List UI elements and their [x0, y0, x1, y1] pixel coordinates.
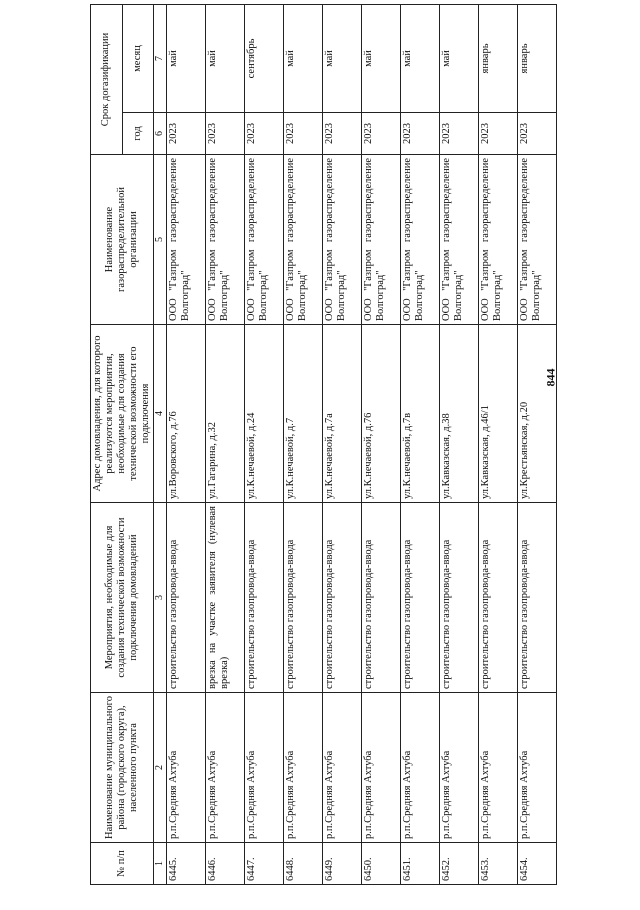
column-number: 3 [154, 503, 167, 693]
row-address: ул.Гагарина, д.32 [205, 325, 244, 503]
table-row [478, 4, 517, 884]
row-locality: р.п.Средняя Ахтуба [361, 693, 400, 843]
row-month: сентябрь [244, 4, 283, 112]
row-org: ООО "Газпром газораспределение Волгоград" [361, 155, 400, 325]
row-org: ООО "Газпром газораспределение Волгоград" [322, 155, 361, 325]
row-year: 2023 [322, 113, 361, 155]
row-number: 6454. [517, 843, 556, 885]
header-month: месяц [122, 4, 154, 112]
row-month: май [322, 4, 361, 112]
row-number: 6448. [283, 843, 322, 885]
row-number: 6452. [439, 843, 478, 885]
row-measure: строительство газопровода-ввода [517, 503, 556, 693]
table-row [517, 4, 556, 884]
header-measure: Мероприятия, необходимые для создания технической возможности подключения домовладений [91, 503, 154, 693]
row-locality: р.п.Средняя Ахтуба [166, 693, 205, 843]
row-org: ООО "Газпром газораспределение Волгоград" [517, 155, 556, 325]
column-number: 2 [154, 693, 167, 843]
row-org: ООО "Газпром газораспределение Волгоград" [400, 155, 439, 325]
row-org: ООО "Газпром газораспределение Волгоград" [439, 155, 478, 325]
row-measure: строительство газопровода-ввода [400, 503, 439, 693]
row-locality: р.п.Средняя Ахтуба [283, 693, 322, 843]
row-number: 6447. [244, 843, 283, 885]
row-locality: р.п.Средняя Ахтуба [400, 693, 439, 843]
row-locality: р.п.Средняя Ахтуба [322, 693, 361, 843]
row-address: ул.К.нечаевой, д.7а [322, 325, 361, 503]
table-row [244, 4, 283, 884]
row-measure: строительство газопровода-ввода [322, 503, 361, 693]
row-month: май [361, 4, 400, 112]
row-address: ул.К.нечаевой, д.76 [361, 325, 400, 503]
row-measure: строительство газопровода-ввода [478, 503, 517, 693]
row-locality: р.п.Средняя Ахтуба [517, 693, 556, 843]
gasification-table [90, 4, 557, 885]
row-address: ул.К.нечаевой, д.7в [400, 325, 439, 503]
row-org: ООО "Газпром газораспределение Волгоград" [283, 155, 322, 325]
row-measure: строительство газопровода-ввода [166, 503, 205, 693]
row-month: январь [478, 4, 517, 112]
row-month: май [166, 4, 205, 112]
row-year: 2023 [283, 113, 322, 155]
row-measure: врезка на участке заявителя (нулевая врезка) [205, 503, 244, 693]
table-row [283, 4, 322, 884]
row-measure: строительство газопровода-ввода [244, 503, 283, 693]
row-locality: р.п.Средняя Ахтуба [439, 693, 478, 843]
row-locality: р.п.Средняя Ахтуба [478, 693, 517, 843]
row-year: 2023 [205, 113, 244, 155]
row-org: ООО "Газпром газораспределение Волгоград" [478, 155, 517, 325]
row-month: май [205, 4, 244, 112]
header-num: № п/п [91, 843, 154, 885]
row-address: ул.Кавказская, д.46/1 [478, 325, 517, 503]
row-year: 2023 [400, 113, 439, 155]
row-measure: строительство газопровода-ввода [283, 503, 322, 693]
header-locality: Наименование муниципального района (городского округа), населенного пункта [91, 693, 154, 843]
row-month: январь [517, 4, 556, 112]
header-address: Адрес домовладения, для которого реализуются мероприятия, необходимые для создания технической возможности его подключения [91, 325, 154, 503]
row-year: 2023 [166, 113, 205, 155]
row-number: 6453. [478, 843, 517, 885]
row-address: ул.Воровского, д.76 [166, 325, 205, 503]
row-year: 2023 [244, 113, 283, 155]
table-row [322, 4, 361, 884]
row-number: 6445. [166, 843, 205, 885]
rotated-table-container [90, 5, 550, 885]
page-number: 844 [543, 368, 558, 387]
column-number: 7 [154, 4, 167, 112]
row-number: 6450. [361, 843, 400, 885]
row-number: 6449. [322, 843, 361, 885]
row-measure: строительство газопровода-ввода [439, 503, 478, 693]
row-measure: строительство газопровода-ввода [361, 503, 400, 693]
row-year: 2023 [478, 113, 517, 155]
header-year: год [122, 113, 154, 155]
row-year: 2023 [439, 113, 478, 155]
header-deadline: Срок догазификации [91, 4, 123, 154]
row-org: ООО "Газпром газораспределение Волгоград" [244, 155, 283, 325]
row-month: май [400, 4, 439, 112]
table-row [439, 4, 478, 884]
row-locality: р.п.Средняя Ахтуба [205, 693, 244, 843]
row-year: 2023 [517, 113, 556, 155]
column-number: 4 [154, 325, 167, 503]
table-row [166, 4, 205, 884]
row-address: ул.К.нечаевой, д.24 [244, 325, 283, 503]
row-number: 6446. [205, 843, 244, 885]
table-row [205, 4, 244, 884]
column-number: 1 [154, 843, 167, 885]
row-org: ООО "Газпром газораспределение Волгоград" [205, 155, 244, 325]
header-org: Наименование газораспределительной организации [91, 155, 154, 325]
column-number: 6 [154, 113, 167, 155]
table-row [361, 4, 400, 884]
table-row [400, 4, 439, 884]
row-address: ул.К.нечаевой, д.7 [283, 325, 322, 503]
row-org: ООО "Газпром газораспределение Волгоград" [166, 155, 205, 325]
row-address: ул.Крестьянская, д.20 [517, 325, 556, 503]
row-locality: р.п.Средняя Ахтуба [244, 693, 283, 843]
column-number-row [154, 4, 167, 884]
row-month: май [439, 4, 478, 112]
row-address: ул.Кавказская, д.38 [439, 325, 478, 503]
row-number: 6451. [400, 843, 439, 885]
row-month: май [283, 4, 322, 112]
column-number: 5 [154, 155, 167, 325]
row-year: 2023 [361, 113, 400, 155]
